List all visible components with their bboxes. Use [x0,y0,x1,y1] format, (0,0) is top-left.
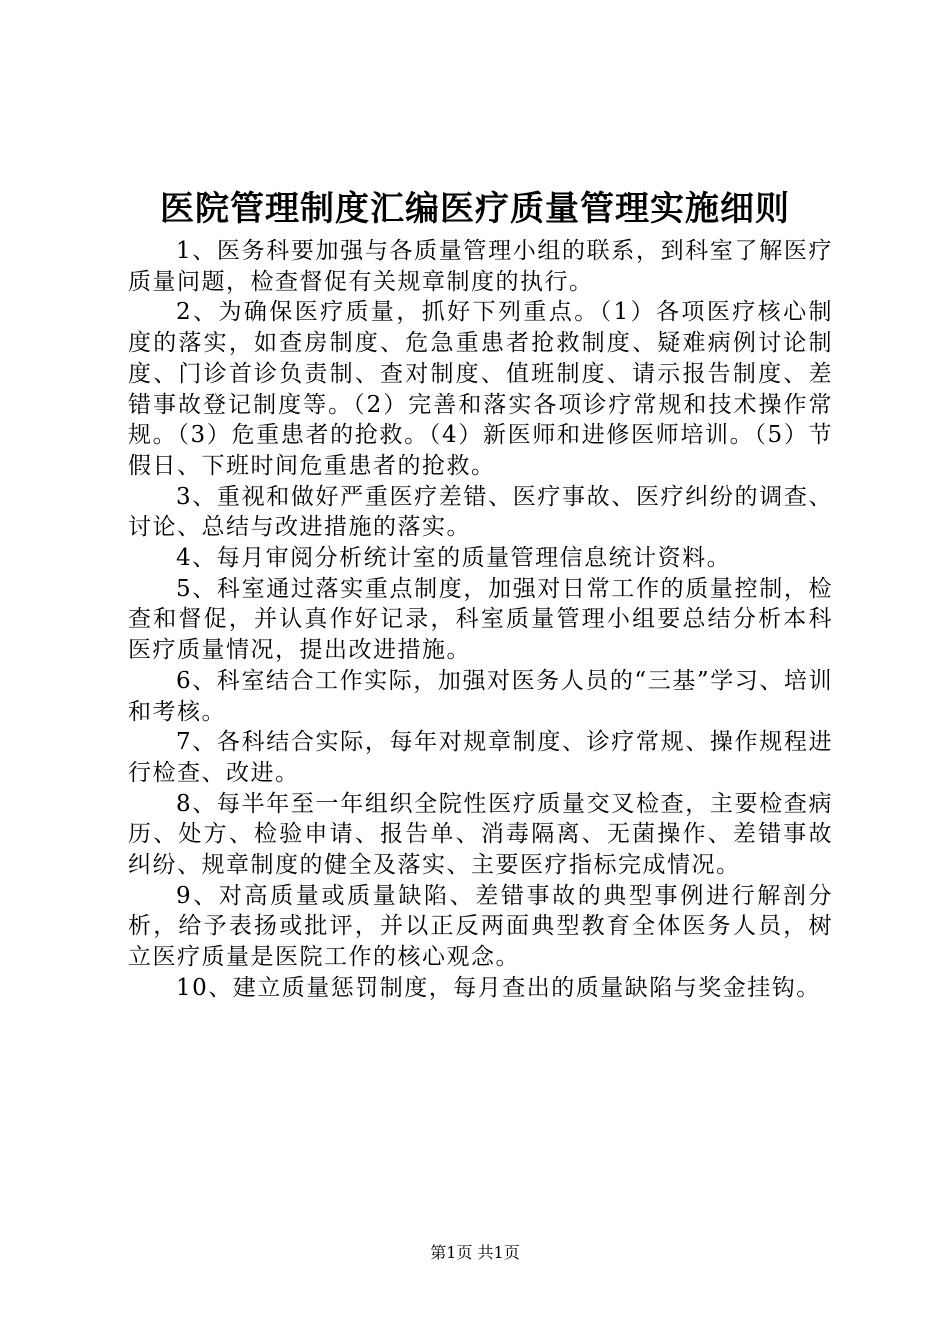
document-body [128,236,833,1004]
paragraph-5: 5、科室通过落实重点制度，加强对日常工作的质量控制，检查和督促，并认真作好记录，科室质量管理小组要总结分析本科医疗质量情况，提出改进措施。 [128,575,833,664]
paragraph-9: 9、对高质量或质量缺陷、差错事故的典型事例进行解剖分析，给予表扬或批评，并以正反两面典型教育全体医务人员，树立医疗质量是医院工作的核心观念。 [128,882,833,971]
document-title: 医院管理制度汇编医疗质量管理实施细则 [160,189,790,229]
paragraph-8: 8、每半年至一年组织全院性医疗质量交叉检查，主要检查病历、处方、检验申请、报告单、消毒隔离、无菌操作、差错事故纠纷、规章制度的健全及落实、主要医疗指标完成情况。 [128,790,833,879]
paragraph-6: 6、科室结合工作实际，加强对医务人员的“三基”学习、培训和考核。 [128,667,833,725]
paragraph-10: 10、建立质量惩罚制度，每月查出的质量缺陷与奖金挂钩。 [176,974,821,1001]
paragraph-4: 4、每月审阅分析统计室的质量管理信息统计资料。 [176,545,732,572]
paragraph-3: 3、重视和做好严重医疗差错、医疗事故、医疗纠纷的调查、讨论、总结与改进措施的落实。 [128,483,833,541]
paragraph-2: 2、为确保医疗质量，抓好下列重点。（1）各项医疗核心制度的落实，如查房制度、危急重患者抢救制度、疑难病例讨论制度、门诊首诊负责制、查对制度、值班制度、请示报告制度、差错事故登记制度等。（2）完善和落实各项诊疗常规和技术操作常规。（3）危重患者的抢救。（4）新医师和进修医师培训。（5）节假日、下班时间危重患者的抢救。 [128,299,833,479]
page-footer: 第1页 共1页 [430,1243,520,1262]
paragraph-7: 7、各科结合实际，每年对规章制度、诊疗常规、操作规程进行检查、改进。 [128,729,833,786]
paragraph-1: 1、医务科要加强与各质量管理小组的联系，到科室了解医疗质量问题，检查督促有关规章制度的执行。 [128,238,833,295]
